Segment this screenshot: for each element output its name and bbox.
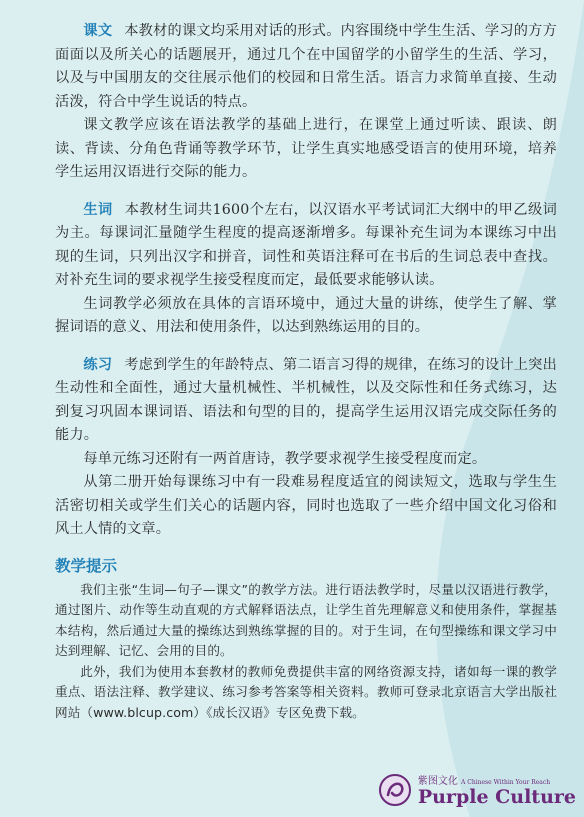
teaching-tips: [55, 554, 557, 724]
logo-english-text: Purple Culture: [417, 786, 576, 808]
section-heading: 课文: [83, 23, 113, 39]
logo-chinese-text: 紫图文化 A Chinese Within Your Reach: [417, 776, 551, 787]
section-paragraph: 每单元练习还附有一两首唐诗，教学要求视学生接受程度而定。: [83, 450, 487, 467]
section-heading: 练习: [83, 356, 113, 373]
section-paragraph: 生词 本教材生词共1600个左右，以汉语水平考试词汇大纲中的甲乙级词为主。每课词汇量随学生程度的提高逐渐增多。每课补充生词为本课练习中出现的生词，只列出汉字和拼音，词性和英语注释可在书后的生词总表中查找。对补充生词的要求视学生接受程度而定，最低要求能够认读。: [55, 201, 557, 288]
logo-icon: [378, 773, 412, 807]
section-paragraph: 课文教学应该在语法教学的基础上进行，在课堂上通过听读、跟读、朗读、背读、分角色背诵等教学环节，让学生真实地感受语言的使用环境，培养学生运用汉语进行交际的能力。: [55, 117, 557, 180]
tips-paragraph: 此外，我们为使用本套教材的教师免费提供丰富的网络资源支持，诸如每一课的教学重点、语法注释、教学建议、练习参考答案等相关资料。教师可登录北京语言大学出版社网站（www.blcup.com）《成长汉语》专区免费下载。: [55, 663, 557, 720]
section-paragraph: 练习 考虑到学生的年龄特点、第二语言习得的规律，在练习的设计上突出生动性和全面性，通过大量机械性、半机械性，以及交际性和任务式练习，达到复习巩固本课词语、语法和句型的目的，提高学生运用汉语完成交际任务的能力。: [55, 356, 557, 443]
section-paragraph: 生词教学必须放在具体的言语环境中，通过大量的讲练，使学生了解、掌握词语的意义、用法和使用条件，以达到熟练运用的目的。: [55, 295, 557, 335]
tips-title: 教学提示: [55, 556, 118, 575]
section-paragraph: 课文 本教材的课文均采用对话的形式。内容围绕中学生生活、学习的方方面面以及所关心的话题展开，通过几个在中国留学的小留学生的生活、学习，以及与中国朋友的交往展示他们的校园和日常生活。语言力求简单直接、生动活泼，符合中学生说话的特点。: [55, 23, 557, 110]
document-body: [55, 20, 557, 723]
section-heading: 生词: [83, 201, 113, 218]
section-shengci: [55, 199, 557, 340]
section-kewen: [55, 20, 557, 185]
watermark-logo: [378, 772, 576, 807]
section-lianxi: [55, 354, 557, 542]
tips-paragraph: 我们主张“生词—句子—课文”的教学方法。进行语法教学时，尽量以汉语进行教学，通过图片、动作等生动直观的方式解释语法点，让学生首先理解意义和使用条件，掌握基本结构，然后通过大量的操练达到熟练掌握的目的。对于生词，在句型操练和课文学习中达到理解、记忆、会用的目的。: [55, 581, 557, 658]
section-paragraph: 从第二册开始每课练习中有一段难易程度适宜的阅读短文，选取与学生生活密切相关或学生们关心的话题内容，同时也选取了一些介绍中国文化习俗和风土人情的文章。: [55, 474, 557, 537]
